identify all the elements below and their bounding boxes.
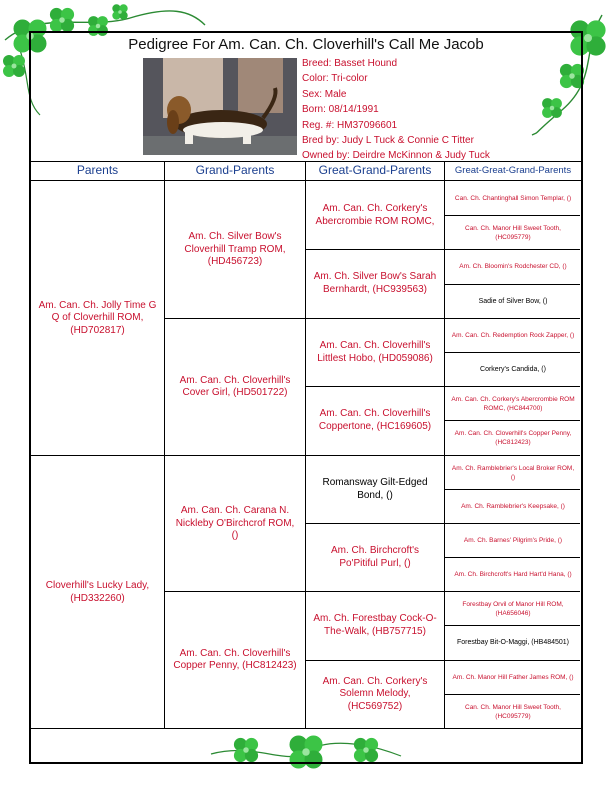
sex-text: Sex: Male <box>302 88 347 100</box>
great-great-grandparent-cell: Am. Can. Ch. Corkery's Abercrombie ROM ROMC, (HC844700) <box>451 395 575 412</box>
great-grandparent-cell: Am. Can. Ch. Cloverhill's Coppertone, (HC169605) <box>318 408 432 432</box>
great-great-grandparent-cell: Can. Ch. Manor Hill Sweet Tooth, (HC095779) <box>465 224 561 241</box>
grandparent-cell: Am. Ch. Silver Bow's Cloverhill Tramp ROM, (HD456723) <box>184 231 286 268</box>
header-great-great-grand-parents: Great-Great-Grand-Parents <box>454 165 572 176</box>
great-great-grandparent-cell: Am. Ch. Ramblebrier's Local Broker ROM, () <box>451 464 575 481</box>
great-grandparent-cell: Am. Can. Ch. Cloverhill's Littlest Hobo, (HD059086) <box>317 340 433 364</box>
header-parents: Parents <box>76 163 119 177</box>
born-text: Born: 08/14/1991 <box>302 104 379 116</box>
page-title: Pedigree For Am. Can. Ch. Cloverhill's Call Me Jacob <box>128 36 484 53</box>
great-great-grandparent-cell: Forestbay Orvil of Manor Hill ROM, (HA656046) <box>462 600 564 617</box>
great-great-grandparent-cell: Am. Ch. Bloomin's Rodchester CD, () <box>459 263 567 270</box>
great-great-grandparent-cell: Can. Ch. Chantinghall Simon Templar, () <box>454 195 572 202</box>
great-grandparent-cell: Am. Can. Ch. Corkery's Abercrombie ROM ROMC, <box>315 203 435 227</box>
parent-cell: Cloverhill's Lucky Lady, (HD332260) <box>45 580 150 604</box>
great-great-grandparent-cell: Am. Can. Ch. Redemption Rock Zapper, () <box>451 332 575 339</box>
great-great-grandparent-cell: Am. Can. Ch. Cloverhill's Copper Penny, (HC812423) <box>454 429 572 446</box>
grandparent-cell: Am. Can. Ch. Cloverhill's Copper Penny, (HC812423) <box>173 647 297 671</box>
great-grandparent-cell: Am. Ch. Birchcroft's Po'Pitiful Purl, () <box>330 545 420 569</box>
dog-info <box>302 56 490 164</box>
great-grandparent-cell: Am. Ch. Forestbay Cock-O-The-Walk, (HB757715) <box>313 613 437 637</box>
header-great-grand-parents: Great-Grand-Parents <box>318 163 432 177</box>
parent-cell: Am. Can. Ch. Jolly Time G Q of Cloverhill ROM, (HD702817) <box>38 299 157 336</box>
great-grandparent-cell: Am. Can. Ch. Corkery's Solemn Melody, (HC569752) <box>322 675 428 712</box>
grandparent-cell: Am. Can. Ch. Carana N. Nickleby O'Birchcrof ROM, () <box>175 505 295 542</box>
color-text: Color: Tri-color <box>302 73 368 85</box>
great-great-grandparent-cell: Sadie of Silver Bow, () <box>478 298 548 305</box>
bred-by-text: Bred by: Judy L Tuck & Connie C Titter <box>302 135 474 147</box>
dog-photo <box>143 58 297 155</box>
owned-by-text: Owned by: Deirdre McKinnon & Judy Tuck <box>302 150 490 162</box>
great-great-grandparent-cell: Corkery's Candida, () <box>480 366 546 373</box>
great-great-grandparent-cell: Am. Ch. Birchcroft's Hard Hart'd Hana, () <box>454 571 572 578</box>
great-grandparent-cell: Romansway Gilt-Edged Bond, () <box>322 477 428 501</box>
great-great-grandparent-cell: Forestbay Bit-O-Maggi, (HB484501) <box>456 639 570 646</box>
great-grandparent-cell: Am. Ch. Silver Bow's Sarah Bernhardt, (HC939563) <box>313 271 437 295</box>
header-grand-parents: Grand-Parents <box>195 163 275 177</box>
basset-hound-image <box>143 58 297 155</box>
great-great-grandparent-cell: Am. Ch. Barnes' Pilgrim's Pride, () <box>463 537 563 544</box>
great-great-grandparent-cell: Can. Ch. Manor Hill Sweet Tooth, (HC095779) <box>465 703 561 720</box>
grandparent-cell: Am. Can. Ch. Cloverhill's Cover Girl, (HD501722) <box>179 374 291 398</box>
breed-text: Breed: Basset Hound <box>302 58 398 69</box>
header-bottom-line <box>29 180 583 181</box>
registration-text: Reg. #: HM37096601 <box>302 119 398 131</box>
great-great-grandparent-cell: Am. Ch. Ramblebrier's Keepsake, () <box>461 503 565 510</box>
great-great-grandparent-cell: Am. Ch. Manor Hill Father James ROM, () <box>452 674 574 681</box>
